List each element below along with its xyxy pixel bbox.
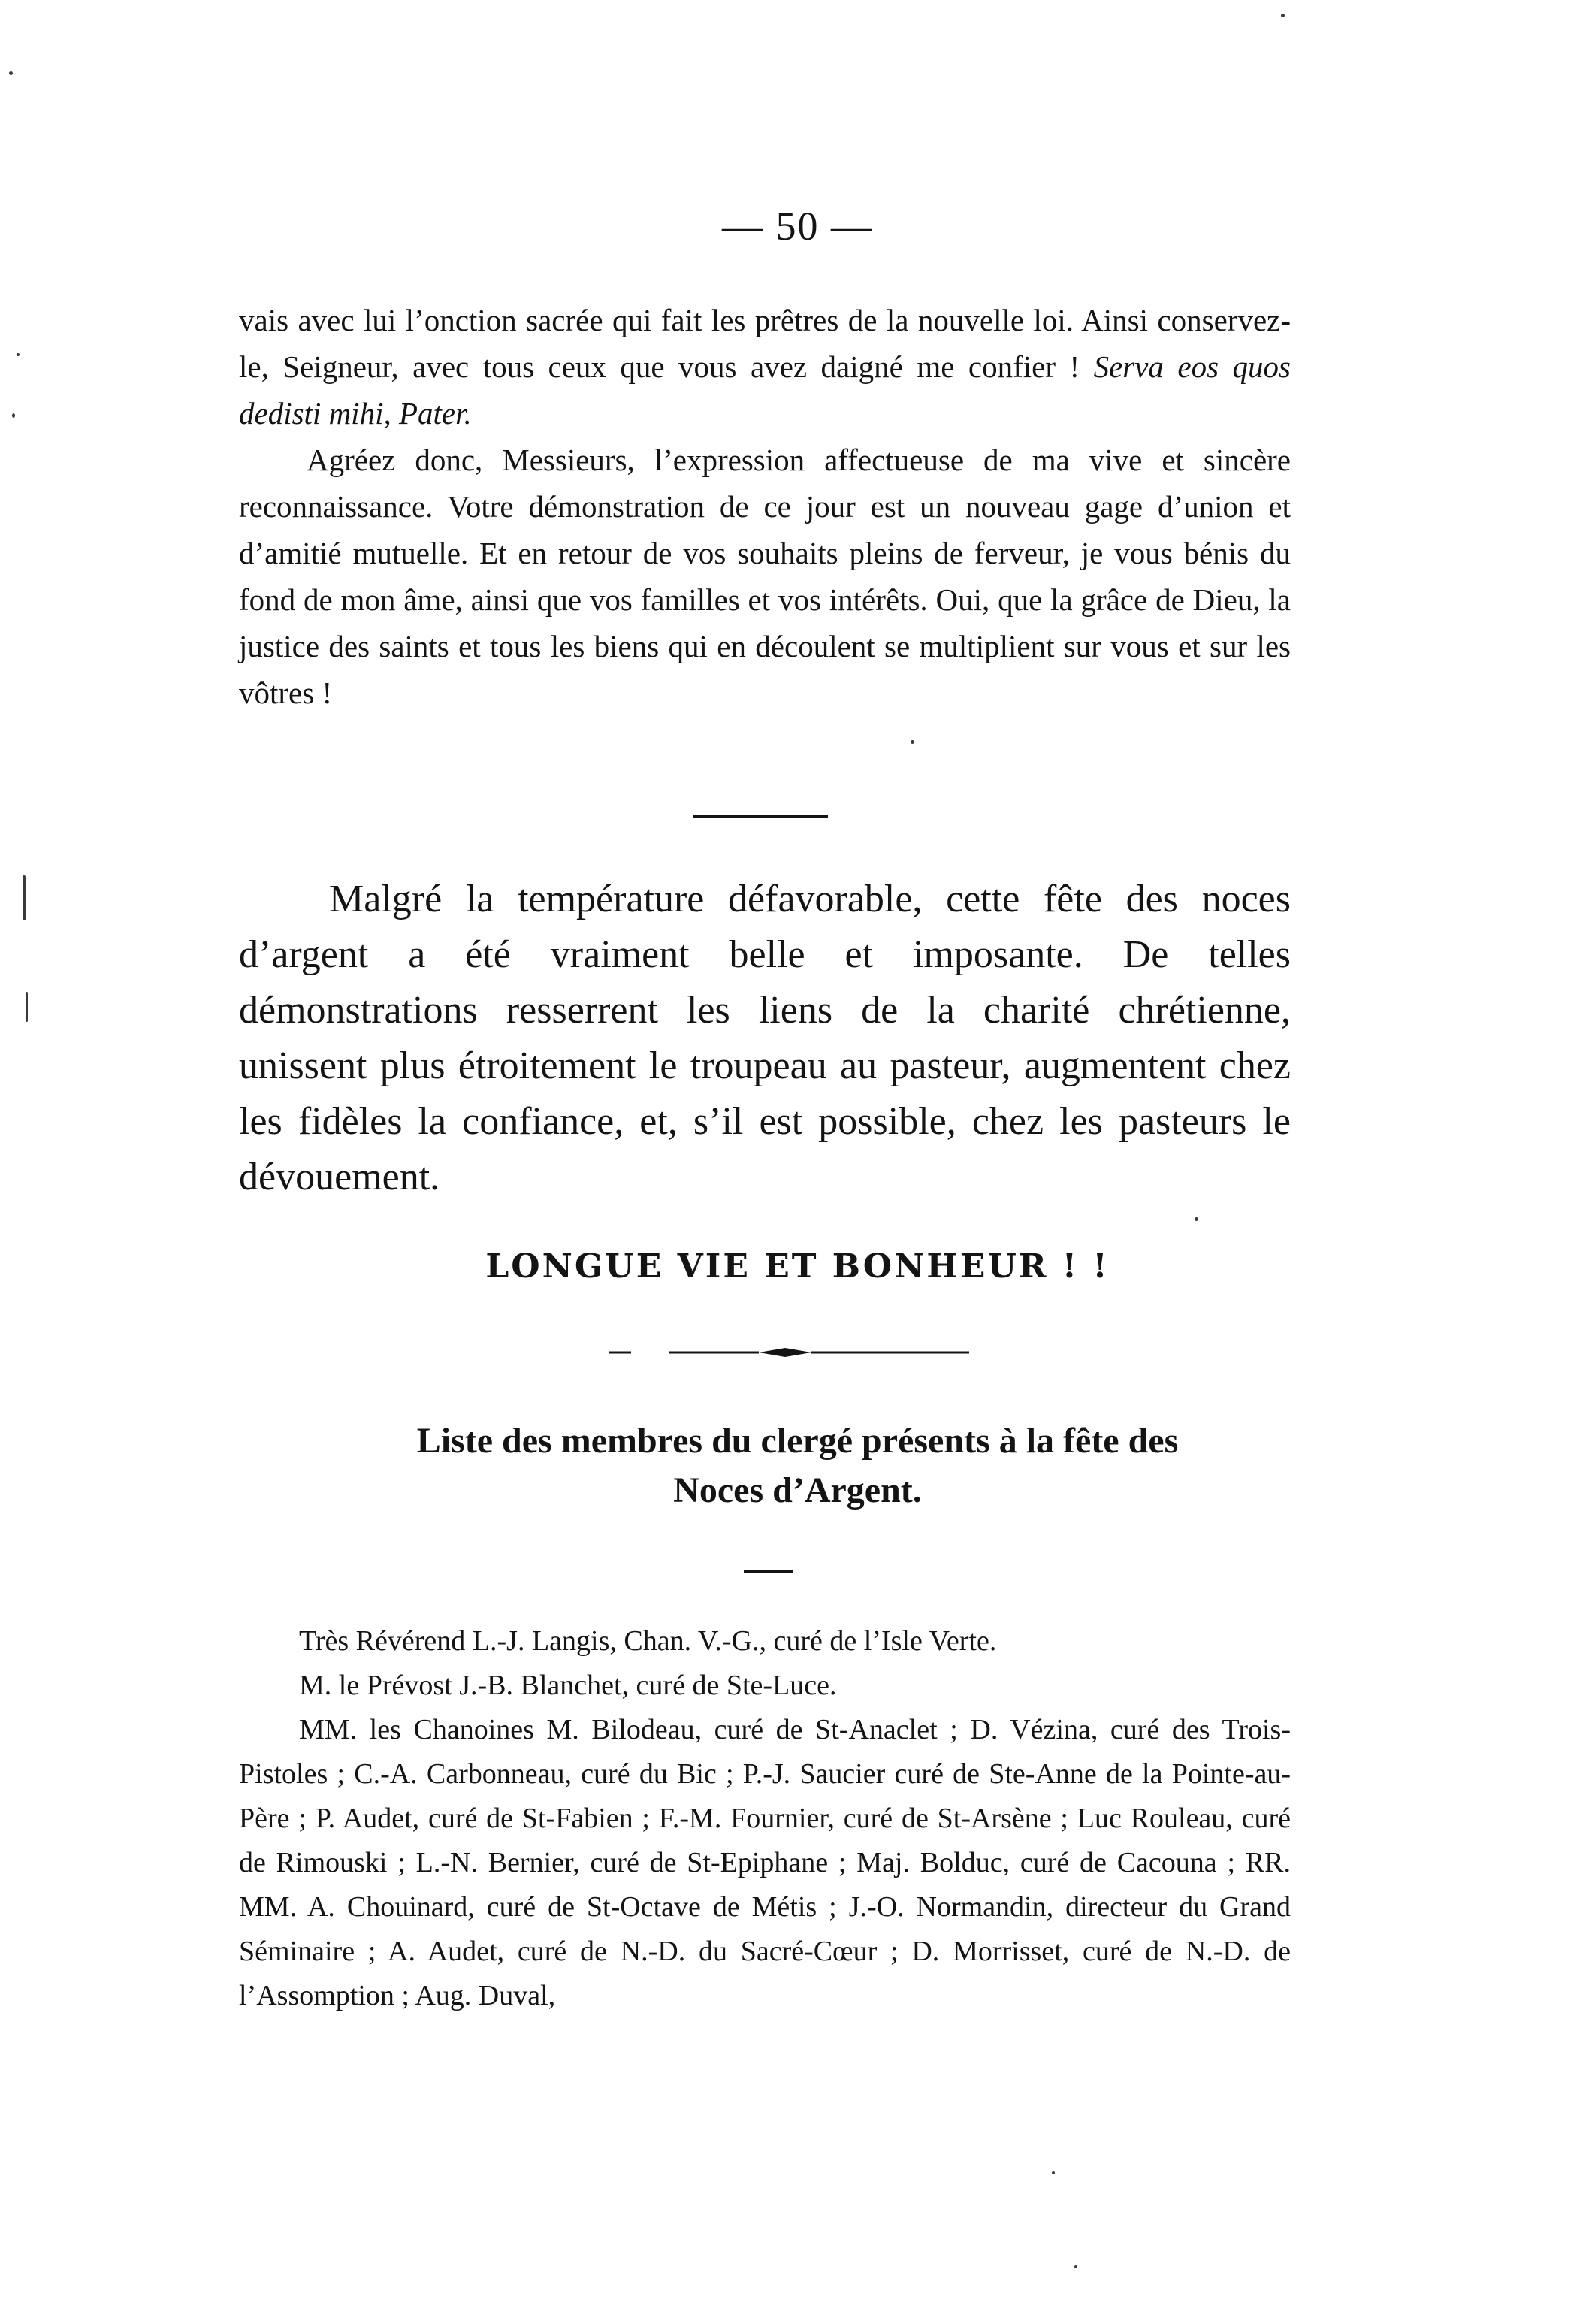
- scan-speck: [911, 740, 914, 744]
- clergy-list-title-line-1: Liste des membres du clergé présents à la fête des: [416, 1421, 1179, 1461]
- section-divider: [693, 815, 828, 818]
- narrative-paragraph: Malgré la température défavorable, cette fête des noces d’argent a été vraiment belle et imposante. De telles démonstrations resserrent les liens de la charité chrétienne, unissent plus étroitement le troupeau au pasteur, augmentent chez les fidèles la confiance, et, s’il est possible, chez les pasteurs le dévouement.: [239, 878, 1291, 1198]
- clergy-list: [239, 1619, 1291, 2018]
- letter-paragraph-1-text: vais avec lui l’onction sacrée qui fait les prêtres de la nouvelle loi. Ainsi conservez-le, Seigneur, avec tous ceux que vous avez daigné me confier !: [239, 303, 1291, 384]
- clergy-entry-3: MM. les Chanoines M. Bilodeau, curé de St-Anaclet ; D. Vézina, curé des Trois-Pistoles ; C.-A. Carbonneau, curé du Bic ; P.-J. Saucier curé de Ste-Anne de la Pointe-au-Père ; P. Audet, curé de St-Fabien ; F.-M. Fournier, curé de St-Arsène ; Luc Rouleau, curé de Rimouski ; L.-N. Bernier, curé de St-Epiphane ; Maj. Bolduc, curé de Cacouna ; RR. MM. A. Chouinard, curé de St-Octave de Métis ; J.-O. Normandin, directeur du Grand Séminaire ; A. Audet, curé de N.-D. du Sacré-Cœur ; D. Morrisset, curé de N.-D. de l’Assomption ; Aug. Duval,: [239, 1714, 1291, 2011]
- ornamental-rule: [609, 1345, 984, 1360]
- page-number: — 50 —: [722, 204, 873, 249]
- scan-speck: [23, 875, 26, 920]
- clergy-entry-1: Très Révérend L.-J. Langis, Chan. V.-G., curé de l’Isle Verte.: [299, 1625, 997, 1657]
- narrative-block: [239, 872, 1291, 1205]
- clergy-entry-2: M. le Prévost J.-B. Blanchet, curé de Ste-Luce.: [299, 1670, 837, 1701]
- scan-speck: [1074, 2265, 1077, 2268]
- scan-speck: [1281, 14, 1285, 17]
- letter-paragraph-2: Agréez donc, Messieurs, l’expression affectueuse de ma vive et sincère reconnaissance. Votre démonstration de ce jour est un nouveau gage d’union et d’amitié mutuelle. Et en retour de vos souhaits pleins de ferveur, je vous bénis du fond de mon âme, ainsi que vos familles et vos intérêts. Oui, que la grâce de Dieu, la justice des saints et tous les biens qui en découlent se multiplient sur vous et sur les vôtres !: [239, 443, 1291, 710]
- scan-speck: [26, 992, 28, 1022]
- scan-speck: [9, 71, 13, 75]
- scan-speck: [17, 353, 20, 356]
- scan-speck: [12, 413, 15, 418]
- scan-speck: [1052, 2171, 1055, 2174]
- letter-paragraph-1: [239, 297, 1291, 437]
- clergy-list-title: [0, 1416, 1595, 1516]
- cheer-heading: LONGUE VIE ET BONHEUR ! !: [485, 1247, 1110, 1286]
- short-divider: [744, 1570, 793, 1573]
- latin-quote: Serva eos quos dedisti mihi, Pater.: [239, 349, 1291, 431]
- letter-closing: [239, 297, 1291, 716]
- scan-speck: [1195, 1217, 1198, 1221]
- clergy-list-title-line-2: Noces d’Argent.: [673, 1470, 922, 1510]
